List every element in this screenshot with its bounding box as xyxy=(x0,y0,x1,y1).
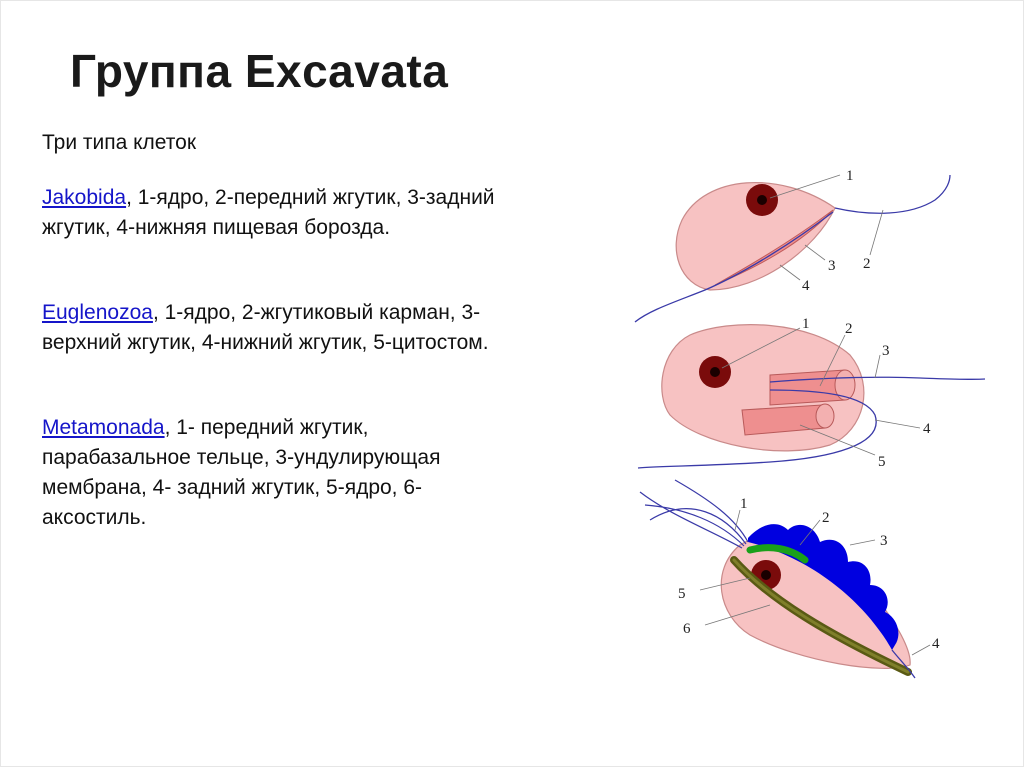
metamonada-label-3: 3 xyxy=(880,533,888,549)
euglenozoa-leader-4 xyxy=(875,420,920,428)
metamonada-label-1: 1 xyxy=(740,496,748,512)
euglenozoa-label-2: 2 xyxy=(845,321,853,337)
jakobida-label-3: 3 xyxy=(828,258,836,274)
euglenozoa-cytostome-opening xyxy=(816,404,834,428)
euglenozoa-cell-diagram xyxy=(638,316,985,470)
metamonada-label-6: 6 xyxy=(683,621,691,637)
euglenozoa-link[interactable]: Euglenozoa xyxy=(42,301,153,324)
metamonada-description: , 1- передний жгутик, парабазальное тельце, 3-ундулирующая мембрана, 4- задний жгутик, 5-ядро, 6-аксостиль. xyxy=(42,416,441,529)
slide-title: Группа Excavata xyxy=(70,45,449,97)
jakobida-leader-2 xyxy=(870,210,883,255)
metamonada-paragraph xyxy=(42,413,522,533)
cell-diagrams-svg xyxy=(630,150,990,690)
jakobida-link[interactable]: Jakobida xyxy=(42,186,127,209)
euglenozoa-label-4: 4 xyxy=(923,421,931,437)
jakobida-leader-4 xyxy=(780,265,800,280)
metamonada-label-4: 4 xyxy=(932,636,940,652)
jakobida-leader-3 xyxy=(805,245,825,260)
jakobida-paragraph xyxy=(42,183,522,243)
jakobida-description: , 1-ядро, 2-передний жгутик, 3-задний жгутик, 4-нижняя пищевая борозда. xyxy=(42,186,495,239)
text-column xyxy=(42,128,522,533)
metamonada-nucleolus xyxy=(761,570,771,580)
euglenozoa-leader-3 xyxy=(875,355,880,378)
cell-diagrams xyxy=(630,150,990,690)
metamonada-leader-3 xyxy=(850,540,875,545)
metamonada-anterior-flagella xyxy=(640,480,748,548)
euglenozoa-nucleolus xyxy=(710,367,720,377)
euglenozoa-label-1: 1 xyxy=(802,316,810,332)
metamonada-cell-diagram xyxy=(640,480,940,678)
euglenozoa-paragraph xyxy=(42,298,522,358)
euglenozoa-description: , 1-ядро, 2-жгутиковый карман, 3-верхний жгутик, 4-нижний жгутик, 5-цитостом. xyxy=(42,301,489,354)
jakobida-label-2: 2 xyxy=(863,256,871,272)
jakobida-nucleolus xyxy=(757,195,767,205)
jakobida-label-4: 4 xyxy=(802,278,810,294)
metamonada-label-5: 5 xyxy=(678,586,686,602)
euglenozoa-flagellar-pocket xyxy=(770,370,845,405)
jakobida-label-1: 1 xyxy=(846,168,854,184)
euglenozoa-label-3: 3 xyxy=(882,343,890,359)
jakobida-cell-diagram xyxy=(635,168,950,322)
euglenozoa-label-5: 5 xyxy=(878,454,886,470)
metamonada-leader-4 xyxy=(912,645,930,655)
subtitle: Три типа клеток xyxy=(42,131,197,154)
metamonada-label-2: 2 xyxy=(822,510,830,526)
metamonada-link[interactable]: Metamonada xyxy=(42,416,165,439)
